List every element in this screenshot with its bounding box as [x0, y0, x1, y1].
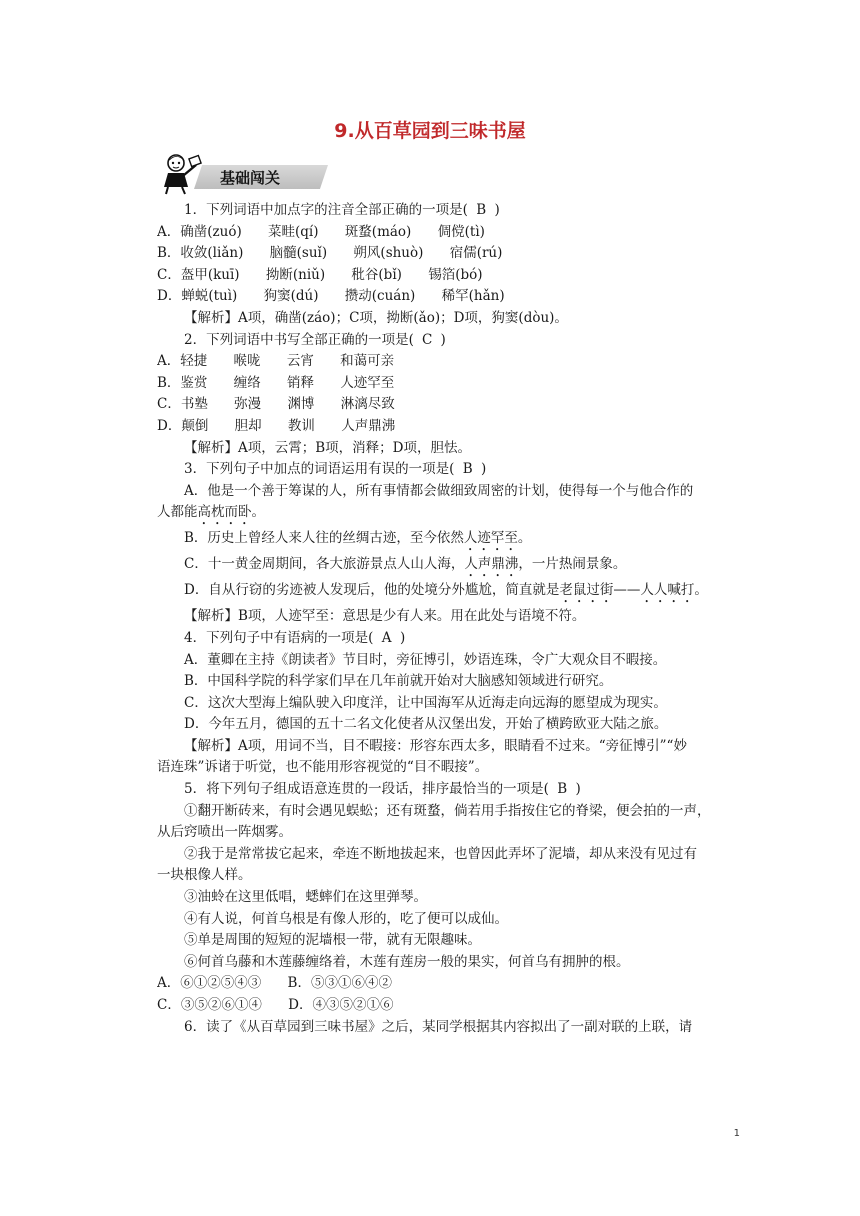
q1-b-1: B．收敛(liǎn): [157, 245, 244, 262]
q1-a-3: 斑蝥(máo): [344, 223, 412, 240]
q5-sentence-2-line1: ②我于是常常拔它起来，牵连不断地拔起来，也曾因此弄坏了泥墙，却从来没有见过有: [184, 845, 697, 862]
cartoon-student-icon: [158, 153, 204, 195]
q2-option-c: [157, 394, 737, 416]
q1-a-1: A．确凿(zuó): [157, 223, 242, 240]
q2-a-3: 云宵: [286, 353, 314, 370]
q1-d-3: 攒动(cuán): [344, 288, 416, 305]
section-banner: [158, 153, 333, 195]
q1-c-4: 锡箔(bó): [428, 266, 483, 283]
q1-stem: [157, 200, 737, 222]
q1-b-3: 朔风(shuò): [353, 245, 424, 262]
section-label: 基础闯关: [220, 169, 281, 187]
q3-option-c: [157, 554, 737, 580]
q5-option-d: D．④③⑤②①⑥: [288, 997, 394, 1013]
q2-b-4: 人迹罕至: [340, 374, 395, 391]
q1-analysis: 【解析】A项，确凿(záo)；C项，拗断(ǎo)；D项，狗窦(dòu)。: [184, 309, 568, 326]
q1-c-3: 秕谷(bǐ): [351, 266, 402, 283]
q5-sentence-1-line2: 从后窍喷出一阵烟雾。: [157, 824, 292, 841]
q3-option-a-line1: A．他是一个善于筹谋的人，所有事情都会做细致周密的计划，使得每一个与他合作的: [184, 482, 694, 499]
q3-c-dotted: 人声鼎沸: [464, 556, 519, 573]
q5-option-a: A．⑥①②⑤④③: [157, 975, 262, 992]
q3-a-post: 。: [251, 504, 265, 521]
q5-sentence-1-line1: ①翻开断砖来，有时会遇见蜈蚣；还有斑蝥，倘若用手指按住它的脊梁，便会拍的一声，: [184, 802, 711, 819]
q5-sentence-3: ③油蛉在这里低唱，蟋蟀们在这里弹琴。: [184, 889, 427, 906]
q4-close: ): [399, 629, 406, 646]
page-title: 9.从百草园到三味书屋: [334, 120, 526, 142]
q1-option-b: [157, 243, 737, 265]
q2-option-a: [157, 351, 737, 373]
q3-a-dotted: 高枕而卧: [197, 504, 252, 521]
q1-a-4: 倜傥(tì): [437, 223, 485, 240]
q3-analysis: 【解析】B项，人迹罕至：意思是少有人来。用在此处与语境不符。: [184, 608, 586, 625]
q2-d-4: 人声鼎沸: [341, 417, 396, 434]
q1-option-a: [157, 222, 737, 244]
q1-c-1: C．盔甲(kuī): [157, 266, 240, 283]
q5-answer: B: [557, 781, 568, 798]
q5-option-c: C．③⑤②⑥①④: [157, 997, 262, 1013]
q2-stem: [157, 330, 737, 352]
q3-option-b: [157, 528, 737, 554]
q3-answer: B: [462, 461, 473, 478]
q3-option-a-line2: [157, 502, 737, 528]
q2-answer: C: [421, 331, 433, 348]
q5-option-b: B．⑤③①⑥④②: [287, 975, 392, 992]
q3-stem-text: 3．下列句子中加点的词语运用有误的一项是(: [184, 461, 455, 478]
q4-option-d: D．今年五月，德国的五十二名文化使者从汉堡出发，开始了横跨欧亚大陆之旅。: [184, 716, 668, 733]
q2-close: ): [440, 331, 446, 348]
q5-options-cd: [157, 995, 737, 1017]
q5-options-ab: [157, 973, 737, 995]
q5-stem: [157, 779, 737, 801]
q4-analysis-line2: 语连珠”诉诸于听觉，也不能用形容视觉的“目不暇接”。: [157, 759, 489, 776]
q2-c-2: 弥漫: [234, 396, 262, 413]
q3-a-pre: 人都能: [157, 504, 198, 521]
q4-answer: A: [381, 629, 392, 646]
q5-stem-text: 5．将下列句子组成语意连贯的一段话，排序最恰当的一项是(: [184, 781, 549, 798]
q4-stem: [157, 628, 737, 650]
q1-b-4: 宿儒(rú): [449, 245, 503, 262]
q3-option-d: [157, 580, 737, 606]
q5-sentence-5: ⑤单是周围的短短的泥墙根一带，就有无限趣味。: [184, 932, 481, 949]
q2-b-2: 缠络: [233, 374, 261, 391]
q2-a-2: 喉咙: [233, 353, 261, 370]
page-number: 1: [733, 1128, 740, 1139]
q4-option-a: A．董卿在主持《朗读者》节目时，旁征博引，妙语连珠，令广大观众目不暇接。: [184, 651, 667, 668]
q3-c-post: ，一片热闹景象。: [518, 556, 627, 573]
q1-a-2: 菜畦(qí): [268, 223, 319, 240]
q2-b-1: B．鉴赏: [157, 374, 208, 391]
q3-c-pre: C．十一黄金周期间，各大旅游景点人山人海，: [184, 556, 465, 573]
q1-d-2: 狗窦(dú): [263, 288, 319, 305]
q1-c-2: 拗断(niǔ): [265, 266, 326, 283]
q1-option-c: [157, 265, 737, 287]
q1-b-2: 脑髓(suǐ): [269, 245, 328, 262]
q4-option-b: B．中国科学院的科学家们早在几年前就开始对大脑感知领域进行研究。: [184, 673, 613, 690]
q2-c-1: C．书塾: [157, 396, 208, 413]
q2-option-b: [157, 373, 737, 395]
q2-a-4: 和蔼可亲: [340, 353, 395, 370]
q1-d-4: 稀罕(hǎn): [441, 288, 505, 305]
q3-b-post: 。: [517, 530, 532, 547]
q4-analysis-line1: 【解析】A项，用词不当，目不暇接：形容东西太多，眼睛看不过来。“旁征博引”“妙: [184, 737, 687, 754]
q2-d-2: 胆却: [234, 417, 262, 434]
q5-sentence-2-line2: 一块根像人样。: [157, 867, 252, 884]
q2-c-3: 渊博: [287, 396, 315, 413]
q3-d-post: 。: [694, 582, 708, 599]
q5-close: ): [575, 781, 581, 798]
q3-close: ): [480, 461, 487, 478]
q5-sentence-6: ⑥何首乌藤和木莲藤缠络着，木莲有莲房一般的果实，何首乌有拥肿的根。: [184, 953, 630, 970]
q2-d-1: D．颠倒: [157, 417, 209, 434]
q5-sentence-4: ④有人说，何首乌根是有像人形的，吃了便可以成仙。: [184, 910, 508, 927]
q4-stem-text: 4．下列句子中有语病的一项是(: [184, 629, 374, 646]
q2-analysis: 【解析】A项，云霄；B项，消释；D项，胆怯。: [184, 439, 471, 456]
q3-b-dotted: 人迹罕至: [463, 530, 518, 547]
q4-option-c: C．这次大型海上编队驶入印度洋，让中国海军从近海走向远海的愿望成为现实。: [184, 694, 667, 711]
q1-answer: B: [476, 202, 487, 218]
q1-option-d: [157, 286, 737, 308]
q2-c-4: 淋漓尽致: [340, 396, 395, 413]
q3-b-pre: B．历史上曾经人来人往的丝绸古迹，至今依然: [184, 530, 464, 547]
q1-d-1: D．蝉蜕(tuì): [157, 288, 238, 305]
q1-stem-text: 1．下列词语中加点字的注音全部正确的一项是(: [184, 202, 468, 218]
q3-stem: [157, 459, 737, 481]
q2-stem-text: 2．下列词语中书写全部正确的一项是(: [184, 331, 414, 348]
exercise-content: [157, 200, 737, 1038]
q2-d-3: 教训: [287, 417, 315, 434]
q6-stem: 6．读了《从百草园到三味书屋》之后，某同学根据其内容拟出了一副对联的上联，请: [184, 1018, 693, 1035]
q2-option-d: [157, 416, 737, 438]
q3-d-pre: D．自从行窃的劣迹被人发现后，他的处境分外尴尬，简直就是: [184, 582, 560, 599]
q1-close: ): [494, 202, 500, 218]
q3-d-dotted: 老鼠过街——人人喊打: [559, 582, 695, 599]
q2-a-1: A．轻捷: [157, 353, 208, 370]
q2-b-3: 销释: [287, 374, 315, 391]
